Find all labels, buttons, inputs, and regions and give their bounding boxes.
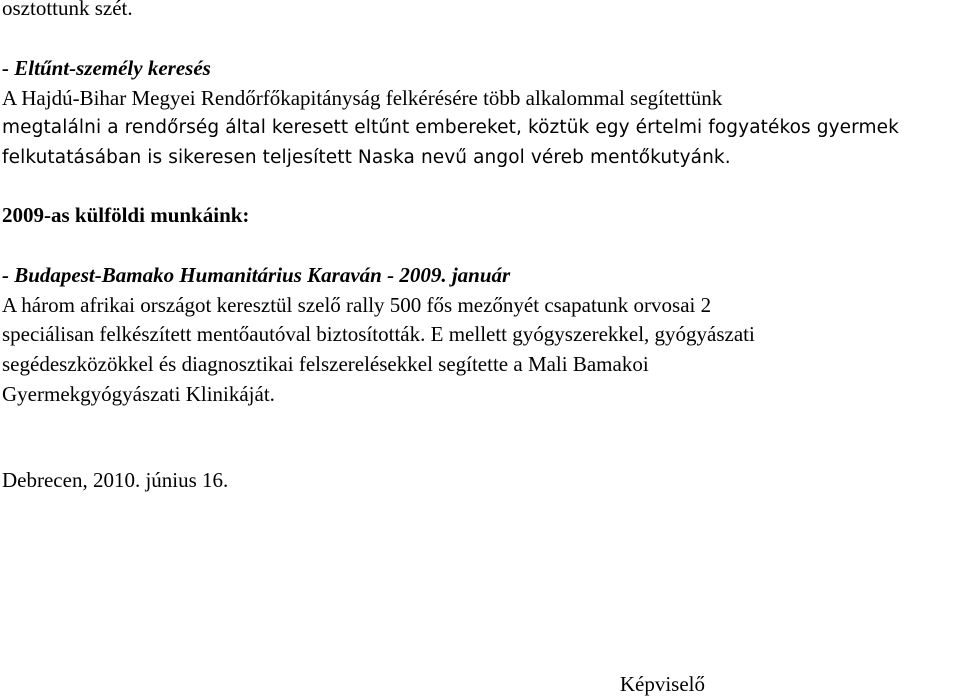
caravan-line-4: Gyermekgyógyászati Klinikáját.	[2, 382, 275, 406]
missing-person-line-2: megtalálni a rendőrség által keresett eltűnt embereket, köztük egy értelmi fogyatékos gyermek	[2, 117, 899, 138]
caravan-line-3: segédeszközökkel és diagnosztikai felszerelésekkel segítette a Mali Bamakoi	[2, 352, 649, 376]
foreign-work-heading: 2009-as külföldi munkáink:	[2, 203, 250, 227]
place-date: Debrecen, 2010. június 16.	[2, 468, 229, 492]
signature-label: Képviselő	[619, 672, 705, 696]
caravan-line-1: A három afrikai országot keresztül szelő rally 500 fős mezőnyét csapatunk orvosai 2	[2, 293, 712, 317]
missing-person-line-1: A Hajdú-Bihar Megyei Rendőrfőkapitányság felkérésére több alkalommal segítettünk	[2, 86, 723, 110]
missing-person-heading: - Eltűnt-személy keresés	[2, 56, 211, 80]
intro-tail-text: osztottunk szét.	[2, 0, 133, 20]
caravan-heading: - Budapest-Bamako Humanitárius Karaván - 2009. január	[2, 263, 511, 287]
caravan-line-2: speciálisan felkészített mentőautóval biztosították. E mellett gyógyszerekkel, gyógyászati	[2, 322, 755, 346]
missing-person-line-3: felkutatásában is sikeresen teljesített Naska nevű angol véreb mentőkutyánk.	[2, 147, 731, 168]
